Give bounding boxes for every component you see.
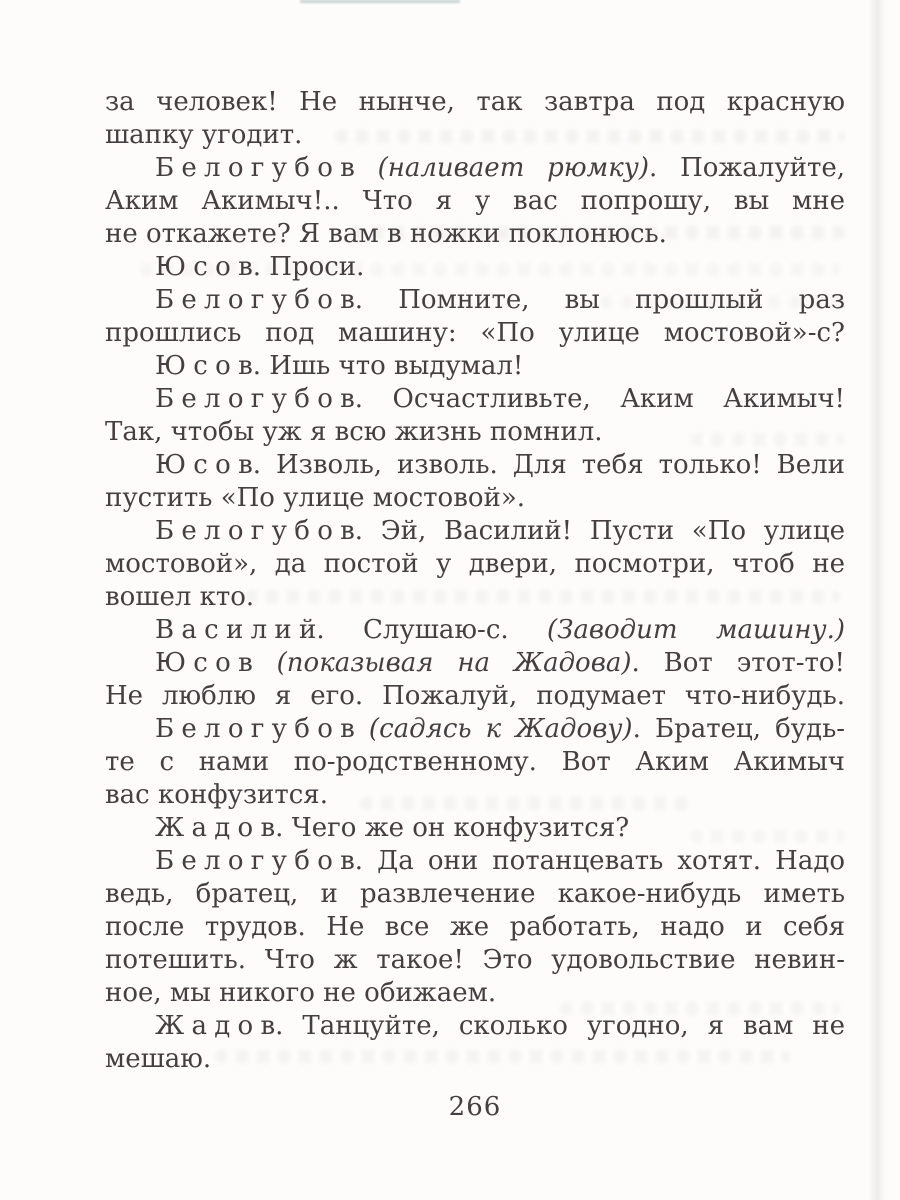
character-name: Белогубов	[155, 285, 363, 315]
dialogue-text: . Эй, Василий! Пусти «По улице	[354, 516, 845, 546]
dialogue-text: . Помните, вы прошлый раз	[354, 285, 845, 315]
dialogue-text: мостовой», да постой у двери, посмотри, чтоб не	[105, 549, 845, 579]
character-name: Юсов	[155, 252, 260, 282]
text-line	[105, 581, 845, 614]
dialogue-text: Аким Акимыч!.. Что я у вас попрошу, вы мне	[105, 186, 845, 216]
dialogue-text: шапку угодит.	[105, 120, 303, 150]
stage-direction: (Заводит машину.)	[547, 615, 845, 645]
text-line	[105, 515, 845, 548]
text-line	[105, 86, 845, 119]
text-line	[105, 152, 845, 185]
stage-direction: (садясь к Жадову)	[354, 714, 633, 744]
character-name: Василий	[155, 615, 324, 645]
text-line	[105, 878, 845, 911]
text-line	[105, 317, 845, 350]
text-line	[105, 449, 845, 482]
dialogue-text: . Пожалуйте,	[649, 153, 845, 183]
dialogue-text: . Вот этот-то!	[631, 648, 845, 678]
dialogue-text: . Изволь, изволь. Для тебя только! Вели	[252, 450, 845, 480]
text-line	[105, 482, 845, 515]
dialogue-text: . Да они потанцевать хотят. Надо	[354, 846, 845, 876]
dialogue-text: . Танцуйте, сколько угодно, я вам не	[275, 1011, 845, 1041]
text-block	[105, 86, 845, 1076]
text-line	[105, 944, 845, 977]
text-line	[105, 284, 845, 317]
dialogue-text: . Слушаю-с.	[316, 615, 548, 645]
character-name: Белогубов	[155, 846, 363, 876]
text-line	[105, 251, 845, 284]
page-number: 266	[448, 1092, 502, 1122]
character-name: Жадов	[155, 813, 283, 843]
dialogue-text: не откажете? Я вам в ножки поклонюсь.	[105, 219, 667, 249]
dialogue-text: Не люблю я его. Пожалуй, подумает что-нибудь.	[105, 681, 845, 711]
character-name: Юсов	[155, 648, 260, 678]
text-line	[105, 713, 845, 746]
dialogue-text: те с нами по-родственному. Вот Аким Акимыч	[105, 747, 845, 777]
dialogue-text: ведь, братец, и развлечение какое-нибудь иметь	[105, 879, 845, 909]
text-line	[105, 680, 845, 713]
text-line	[105, 911, 845, 944]
text-line	[105, 350, 845, 383]
text-line	[105, 218, 845, 251]
text-line	[105, 614, 845, 647]
character-name: Белогубов	[155, 384, 363, 414]
dialogue-text: вас конфузится.	[105, 780, 328, 810]
dialogue-text: вошел кто.	[105, 582, 255, 612]
character-name: Юсов	[155, 450, 260, 480]
text-line	[105, 1043, 845, 1076]
text-line	[105, 746, 845, 779]
character-name: Юсов	[155, 351, 260, 381]
text-line	[105, 812, 845, 845]
text-line	[105, 416, 845, 449]
page-edge-shade	[868, 0, 886, 1200]
character-name: Жадов	[155, 1011, 283, 1041]
scan-artifact-top	[300, 0, 460, 3]
text-line	[105, 548, 845, 581]
dialogue-text: . Братец, будь-	[632, 714, 846, 744]
dialogue-text: ное, мы никого не обижаем.	[105, 978, 497, 1008]
dialogue-text: . Чего же он конфузится?	[275, 813, 630, 843]
dialogue-text: . Ишь что выдумал!	[252, 351, 524, 381]
dialogue-text: Так, чтобы уж я всю жизнь помнил.	[105, 417, 603, 447]
dialogue-text: потешить. Что ж такое! Это удовольствие невин-	[105, 945, 845, 975]
dialogue-text: прошлись под машину: «По улице мостовой»-с?	[105, 318, 845, 348]
text-line	[105, 845, 845, 878]
dialogue-text: пустить «По улице мостовой».	[105, 483, 525, 513]
dialogue-text: мешаю.	[105, 1044, 212, 1074]
text-line	[105, 977, 845, 1010]
text-line	[105, 185, 845, 218]
text-line	[105, 1010, 845, 1043]
text-line	[105, 119, 845, 152]
character-name: Белогубов	[155, 714, 363, 744]
dialogue-text: . Проси.	[252, 252, 365, 282]
character-name: Белогубов	[155, 153, 363, 183]
stage-direction: (наливает рюмку)	[354, 153, 649, 183]
text-line	[105, 779, 845, 812]
text-line	[105, 383, 845, 416]
character-name: Белогубов	[155, 516, 363, 546]
dialogue-text: за человек! Не нынче, так завтра под красную	[105, 87, 845, 117]
dialogue-text: . Осчастливьте, Аким Акимыч!	[354, 384, 845, 414]
dialogue-text: после трудов. Не все же работать, надо и себя	[105, 912, 845, 942]
stage-direction: (показывая на Жадова)	[252, 648, 632, 678]
text-line	[105, 647, 845, 680]
